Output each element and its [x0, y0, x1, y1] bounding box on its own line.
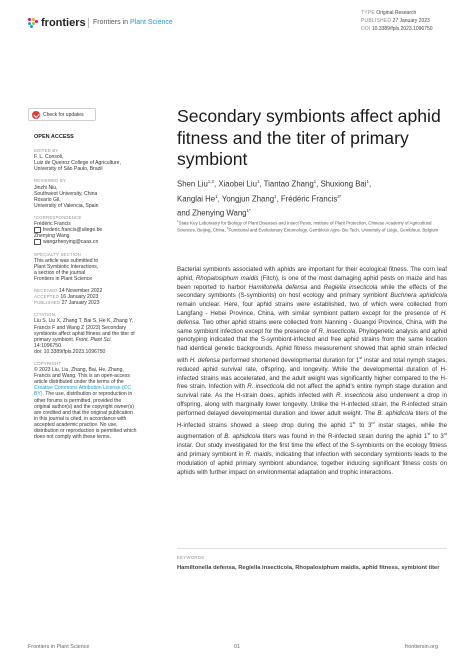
published-value: 27 January 2023 [61, 300, 100, 307]
abstract-text: did not affect the aphid's entire nymph stage duration and survival rate. As the H-strain does, aphids infected with [177, 383, 447, 400]
editor-line: F. L. Consoli, [34, 154, 64, 161]
copyright-block [34, 361, 138, 440]
author-affil: 1 [215, 193, 218, 199]
author-name[interactable]: , Shuxiong Bai [316, 179, 367, 189]
abstract-text: . Phylogenetic analysis and aphid genotyping indicated that the S-symbiont-infected and free aphid strains from the same location had identical genetic backgrounds. Aphid fitness measurement showed that aphid strain infected with [177, 327, 447, 365]
author-affil: 1 [256, 179, 260, 184]
published-label: PUBLISHED [361, 18, 392, 24]
abstract-text: to 3 [430, 433, 444, 441]
species-name: Regiella insecticola [323, 283, 378, 291]
author-affil: 1 [366, 179, 369, 184]
cc-license-link[interactable]: Creative Commons Attribution License (CC BY). [34, 385, 132, 398]
keywords-label: KEYWORDS [177, 555, 205, 560]
journal-name[interactable] [93, 19, 173, 26]
species-name: B. aphidicola [377, 409, 414, 417]
article-meta [361, 9, 433, 33]
citation-text [34, 318, 138, 355]
copyright-label: COPYRIGHT [34, 361, 62, 366]
journal-accent: Plant Science [129, 19, 173, 26]
species-name: R. insecticola [336, 392, 374, 400]
abstract-text: instar stages, while the augmentation of [177, 421, 447, 441]
author-affil: 1* [246, 208, 251, 214]
corresponding-email[interactable]: frederic.francis@uliege.be [43, 227, 103, 234]
check-updates-label: Check for updates [43, 111, 84, 118]
received-label: RECEIVED [34, 288, 58, 294]
published-value: 27 January 2023 [392, 18, 430, 24]
reviewer-line: Jinzhi Niu, [34, 184, 58, 191]
citation-block [34, 312, 138, 355]
copyright-text [34, 367, 138, 440]
species-name: R. maidis [245, 451, 272, 459]
ordinal-suffix: st [352, 420, 356, 425]
affiliation-2: Functional and Evolutionary Entomology, Gembloux Agro- Bio Tech, University of Liège, Gembloux, Belgium [228, 227, 439, 233]
corresponding-email[interactable]: wangzhenying@caas.cn [43, 239, 99, 246]
received-value: 14 November 2022 [59, 288, 103, 295]
reviewer-line: Rosario Gil, [34, 196, 61, 203]
author-affil: 1 [313, 179, 317, 184]
type-label: TYPE [361, 10, 375, 16]
author-name[interactable]: , Frédéric Francis [276, 194, 338, 204]
species-name: Hamiltonella defensa [248, 283, 308, 291]
affil-number: 2 [226, 226, 229, 231]
citation-doi[interactable]: doi: 10.3389/fpls.2023.1096750 [34, 348, 106, 355]
abstract-text: Bacterial symbionts associated with aphids are important for their ecological fitness. The corn leaf aphid, [177, 266, 447, 282]
citation-body: Liu S, Liu X, Zhang T, Bai S, He K, Zhang Y, Francis F and Wang Z (2023) Secondary symbionts affect aphid fitness and the titer of primary symbiont. [34, 318, 135, 343]
edited-by-label: EDITED BY [34, 148, 59, 154]
species-name: R. insecticola [247, 383, 285, 391]
envelope-icon [34, 239, 41, 245]
specialty-section-block [34, 252, 138, 282]
page-footer [0, 640, 474, 660]
journal-prefix: Frontiers in [93, 19, 130, 26]
species-name: H. defensa [189, 357, 220, 365]
author-name[interactable]: , Xiaobei Liu [214, 179, 257, 189]
author-name[interactable]: , Tiantao Zhang [259, 179, 314, 189]
section-line: This article was submitted to [34, 257, 99, 264]
check-updates-icon [32, 111, 40, 119]
affil-number: 1 [177, 219, 179, 223]
species-name: Buchnera aphidicola [390, 292, 447, 300]
species-name: B. aphidicola [224, 433, 261, 441]
doi-value[interactable]: 10.3389/fpls.2023.1096750 [371, 26, 433, 32]
abstract-text: and [307, 283, 324, 291]
ordinal-suffix: st [427, 432, 431, 437]
correspondence-block [34, 215, 138, 246]
edited-by-block [34, 148, 138, 172]
abstract-text: while the effects of the secondary symbionts (S-symbionts) on host ecology and primary symbiont [177, 283, 447, 300]
editor-line: Luiz de Queiroz College of Agriculture, [34, 160, 121, 167]
copyright-pre: © 2023 Liu, Liu, Zhang, Bai, He, Zhang, Francis and Wang. This is an open-access article distributed under the terms of the [34, 367, 130, 386]
abstract-text: remain unclear. Here, four aphid strains were established, two of which were collected from Langfang - Hebei Province, China, with similar symbiont pattern except for the presence of [177, 301, 447, 317]
type-value: Original Research [376, 10, 417, 16]
reviewed-by-block [34, 178, 138, 208]
abstract-text: (Fitch), is one of the most damaging aphid pests on maize and has been reported to harbor [177, 274, 447, 291]
reviewer-line: Southwest University, China [34, 190, 98, 197]
frontiers-logo[interactable] [28, 17, 86, 29]
author-affil: 2* [337, 193, 342, 199]
author-affil: 1 [274, 193, 277, 199]
author-name[interactable]: Kanglai He [177, 194, 216, 204]
ordinal-suffix: st [359, 355, 363, 360]
corresponding-author: Zhenying Wang [34, 233, 70, 240]
page-header [0, 0, 474, 42]
species-name: H. defensa [177, 309, 447, 326]
copyright-post: The use, distribution or reproduction in other forums is permitted, provided the original author(s) and the copyright owner(s) are credited and that the original publication in this journal is cited, in accordance with accepted academic practice. No use, distribution or reproduction is permitted which does not comply with these terms. [34, 391, 137, 441]
article-title: Secondary symbionts affect aphid fitness and the titer of primary symbiont [177, 106, 441, 169]
open-access-label: OPEN ACCESS [34, 134, 74, 140]
check-for-updates-button[interactable] [28, 108, 96, 121]
author-name[interactable]: and Zhenying Wang [177, 208, 247, 218]
citation-label: CITATION [34, 312, 56, 318]
citation-journal: Front. Plant Sci. [75, 336, 112, 343]
accepted-label: ACCEPTED [34, 294, 59, 300]
envelope-icon [34, 227, 41, 233]
footer-site-link[interactable]: frontiersin.org [405, 644, 438, 650]
author-list: Shen Liu$^{1,2}$, Xiaobei Liu$^1$, Tiantao Zhang$^1$, Shuxiong Bai$^1$, Kanglai He$^1$, Yongjun Zhang$^1$, Frédéric Francis$^{2*}$ and Zhenying Wang$^{1*}$ [177, 179, 372, 218]
abstract-text: . Two other aphid strains were collected from Nanning - Guangxi Province, China, with the same symbiont infection except for the presence of [177, 318, 447, 335]
ordinal-suffix: rd [371, 420, 375, 425]
specialty-section-label: SPECIALTY SECTION [34, 251, 81, 257]
abstract-text: performed shortened developmental duration for 1 [219, 357, 360, 365]
logo-text: frontiers [41, 17, 86, 29]
affiliations [177, 219, 447, 233]
abstract-text: to 3 [355, 421, 372, 429]
accepted-value: 16 January 2023 [60, 294, 99, 301]
page-number: 01 [234, 644, 240, 650]
author-name[interactable]: , Yongjun Zhang [217, 194, 275, 204]
abstract [177, 266, 447, 477]
header-divider [88, 18, 89, 28]
frontiers-logo-icon [28, 18, 38, 28]
reviewed-by-label: REVIEWED BY [34, 178, 67, 184]
ordinal-suffix: rd [443, 432, 447, 437]
abstract-text: , indicating that infection with secondary symbionts leads to the modulation of aphid primary symbiont abundance, together inducing significant fitness costs on aphids with further impact on environmental adaptation and trophic interactions. [177, 451, 447, 476]
email-line[interactable] [34, 239, 138, 245]
abstract-text: also underwent a drop in offspring, along with marginally lower longevity. Unlike the H-infected strain, the R-infected strain performed delayed developmental duration and lower adult weight. The [177, 392, 447, 417]
citation-ref: 14:1096750. [34, 342, 63, 349]
species-name: R. insecticola [318, 327, 356, 335]
article-sidebar [34, 134, 138, 446]
correspondence-label: *CORRESPONDENCE [34, 214, 82, 220]
affiliation-1: State Key Laboratory for Biology of Plant Diseases and Insect Pests, Institute of Plant Protection, Chinese Academy of Agricultural Sciences, Beijing, China, [177, 220, 432, 233]
reviewer-line: University of Valencia, Spain [34, 202, 99, 209]
section-line: a section of the journal [34, 269, 86, 276]
abstract-text: titers was found in the R-infected strain during the aphid 1 [260, 433, 428, 441]
author-affil: 1,2 [207, 179, 215, 184]
keywords-divider [177, 548, 447, 549]
section-line: Plant Symbiotic Interactions, [34, 263, 99, 270]
section-line: Frontiers in Plant Science [34, 275, 93, 282]
doi-label: DOI [361, 26, 371, 32]
abstract-text: instar and total nymph stages, reduced aphid survival rate, offspring, and longevity. While the developmental duration of H-infected strains was accelerated, and the adult weight was significantly higher compared to the H-free strain. Infection with [177, 357, 447, 391]
abstract-text: titers of the H-infected strains showed a steep drop during the aphid 1 [177, 409, 447, 429]
dates-block [34, 288, 138, 306]
species-name: Rhopalosiphum maidis [195, 274, 259, 282]
corresponding-author: Frédéric Francis [34, 221, 71, 228]
editor-line: University of São Paulo, Brazil [34, 166, 103, 173]
keywords-list: Hamiltonella defensa, Regiella insecticola, Rhopalosiphum maidis, aphid fitness, symbiont titer [177, 565, 440, 571]
published-label: PUBLISHED [34, 300, 61, 306]
author-name[interactable]: Shen Liu [177, 179, 208, 189]
abstract-text: instar. Our study investigated for the first time the effect of the S-symbionts on the ecology fitness and primary symbiont in [177, 442, 447, 459]
footer-journal[interactable]: Frontiers in Plant Science [28, 644, 90, 650]
